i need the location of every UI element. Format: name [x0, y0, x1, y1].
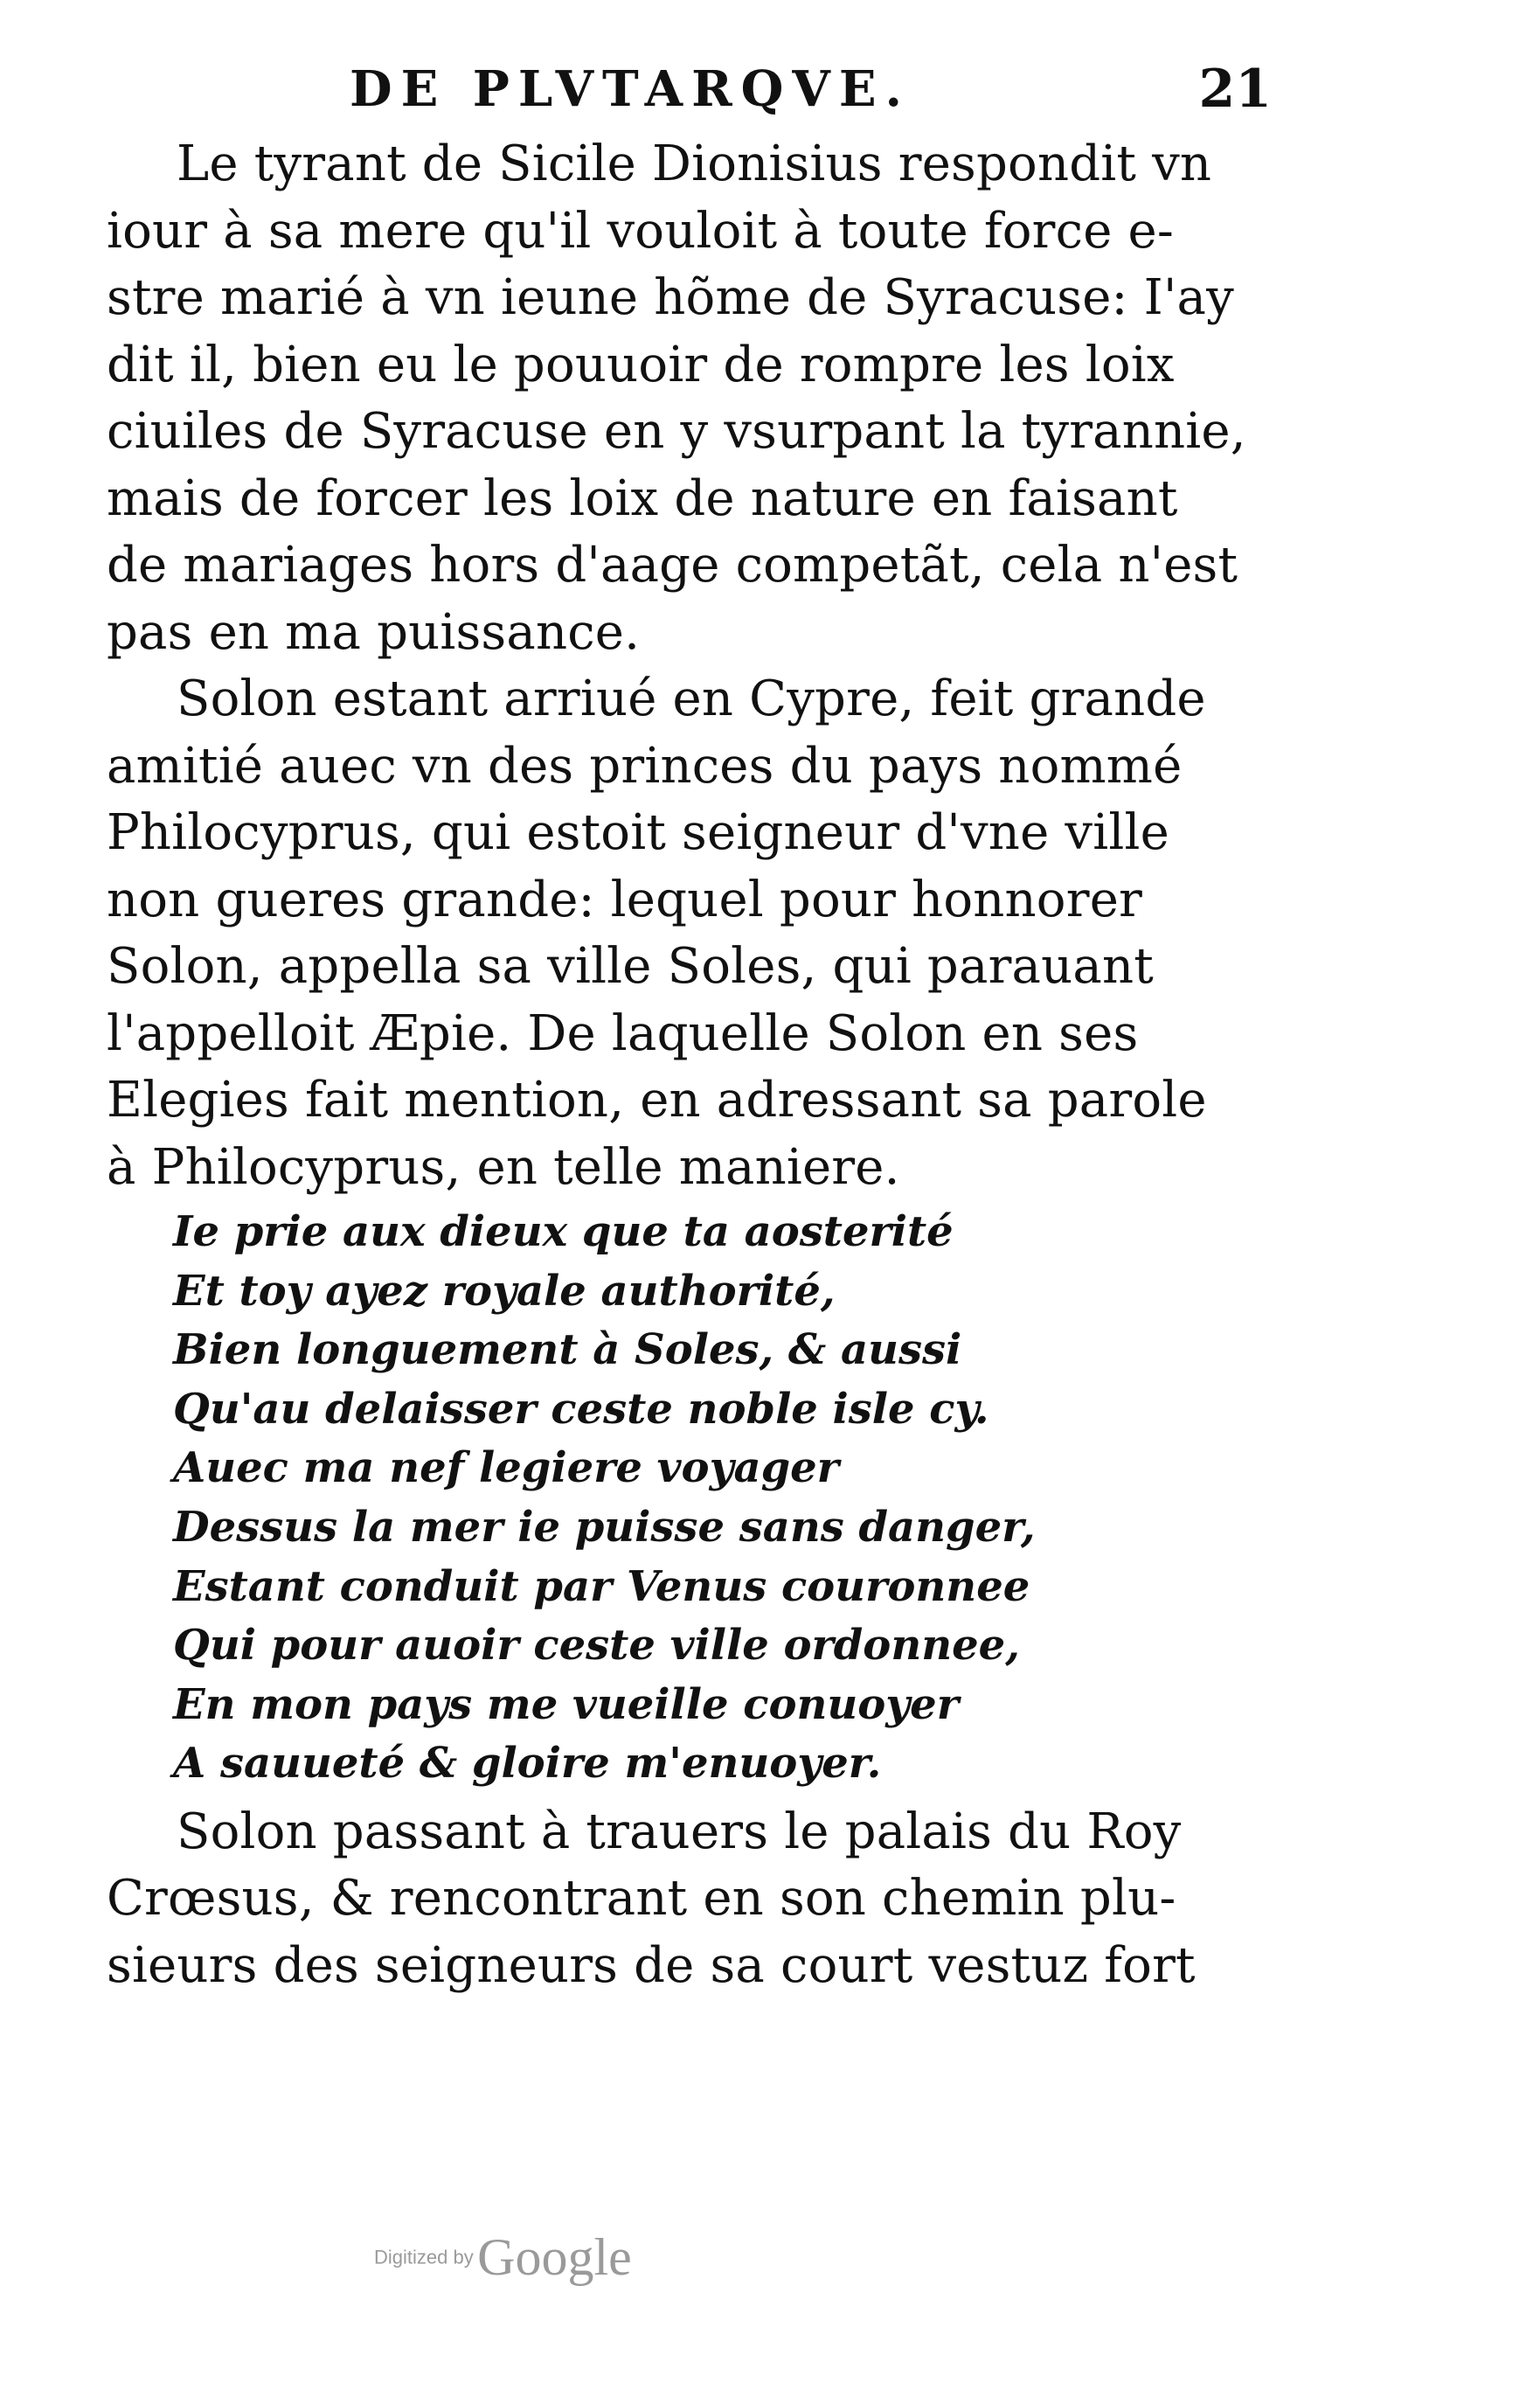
verse-line: Et toy ayez royale authorité,: [173, 1266, 836, 1316]
text-line: de mariages hors d'aage competãt, cela n'est: [107, 537, 1238, 594]
text-line: l'appelloit Æpie. De laquelle Solon en ses: [107, 1004, 1139, 1062]
paragraph-solon-croesus: [107, 1799, 1269, 2000]
text-line: stre marié à vn ieune hõme de Syracuse: I'ay: [107, 269, 1234, 326]
verse-line: En mon pays me vueille conuoyer: [173, 1679, 959, 1729]
paragraph-solon-cypre: [107, 666, 1269, 1201]
text-line: amitié auec vn des princes du pays nommé: [107, 737, 1183, 795]
google-logo: Google: [477, 2228, 632, 2286]
verse-block: [107, 1203, 1269, 1794]
page-number: 21: [1198, 59, 1272, 120]
text-line: Elegies fait mention, en adressant sa parole: [107, 1072, 1207, 1129]
verse-line: A sauueté & gloire m'enuoyer.: [173, 1739, 882, 1789]
text-line: Solon estant arriué en Cypre, feit grande: [177, 670, 1206, 727]
text-line: Crœsus, & rencontrant en son chemin plu-: [107, 1870, 1176, 1928]
verse-line: Auec ma nef legiere voyager: [173, 1443, 839, 1493]
text-line: à Philocyprus, en telle maniere.: [107, 1138, 900, 1196]
text-line: non gueres grande: lequel pour honnorer: [107, 871, 1143, 928]
text-line: mais de forcer les loix de nature en faisant: [107, 469, 1178, 527]
text-line: Solon, appella sa ville Soles, qui parauant: [107, 938, 1154, 995]
digitized-by-label: Digitized by: [374, 2246, 474, 2268]
text-line: ciuiles de Syracuse en y vsurpant la tyrannie,: [107, 403, 1246, 460]
verse-line: Bien longuement à Soles, & aussi: [173, 1325, 962, 1375]
verse-line: Qu'au delaisser ceste noble isle cy.: [173, 1384, 989, 1434]
text-line: sieurs des seigneurs de sa court vestuz fort: [107, 1936, 1196, 1994]
text-line: Philocyprus, qui estoit seigneur d'vne ville: [107, 804, 1169, 861]
text-line: Le tyrant de Sicile Dionisius respondit vn: [177, 135, 1212, 192]
verse-line: Ie prie aux dieux que ta aosterité: [173, 1207, 954, 1256]
text-line: dit il, bien eu le pouuoir de rompre les loix: [107, 336, 1175, 393]
text-line: Solon passant à trauers le palais du Roy: [177, 1803, 1182, 1860]
verse-line: Estant conduit par Venus couronnee: [173, 1561, 1030, 1611]
verse-line: Qui pour auoir ceste ville ordonnee,: [173, 1621, 1020, 1671]
paragraph-dionisius: [107, 131, 1269, 666]
running-title: DE PLVTARQVE.: [350, 60, 912, 118]
body-text: [107, 131, 1269, 1999]
page-header: [332, 54, 1272, 124]
text-line: iour à sa mere qu'il vouloit à toute force e-: [107, 202, 1175, 260]
verse-line: Dessus la mer ie puisse sans danger,: [173, 1502, 1036, 1552]
text-line: pas en ma puissance.: [107, 603, 641, 661]
digitized-by-watermark: [374, 2227, 724, 2297]
